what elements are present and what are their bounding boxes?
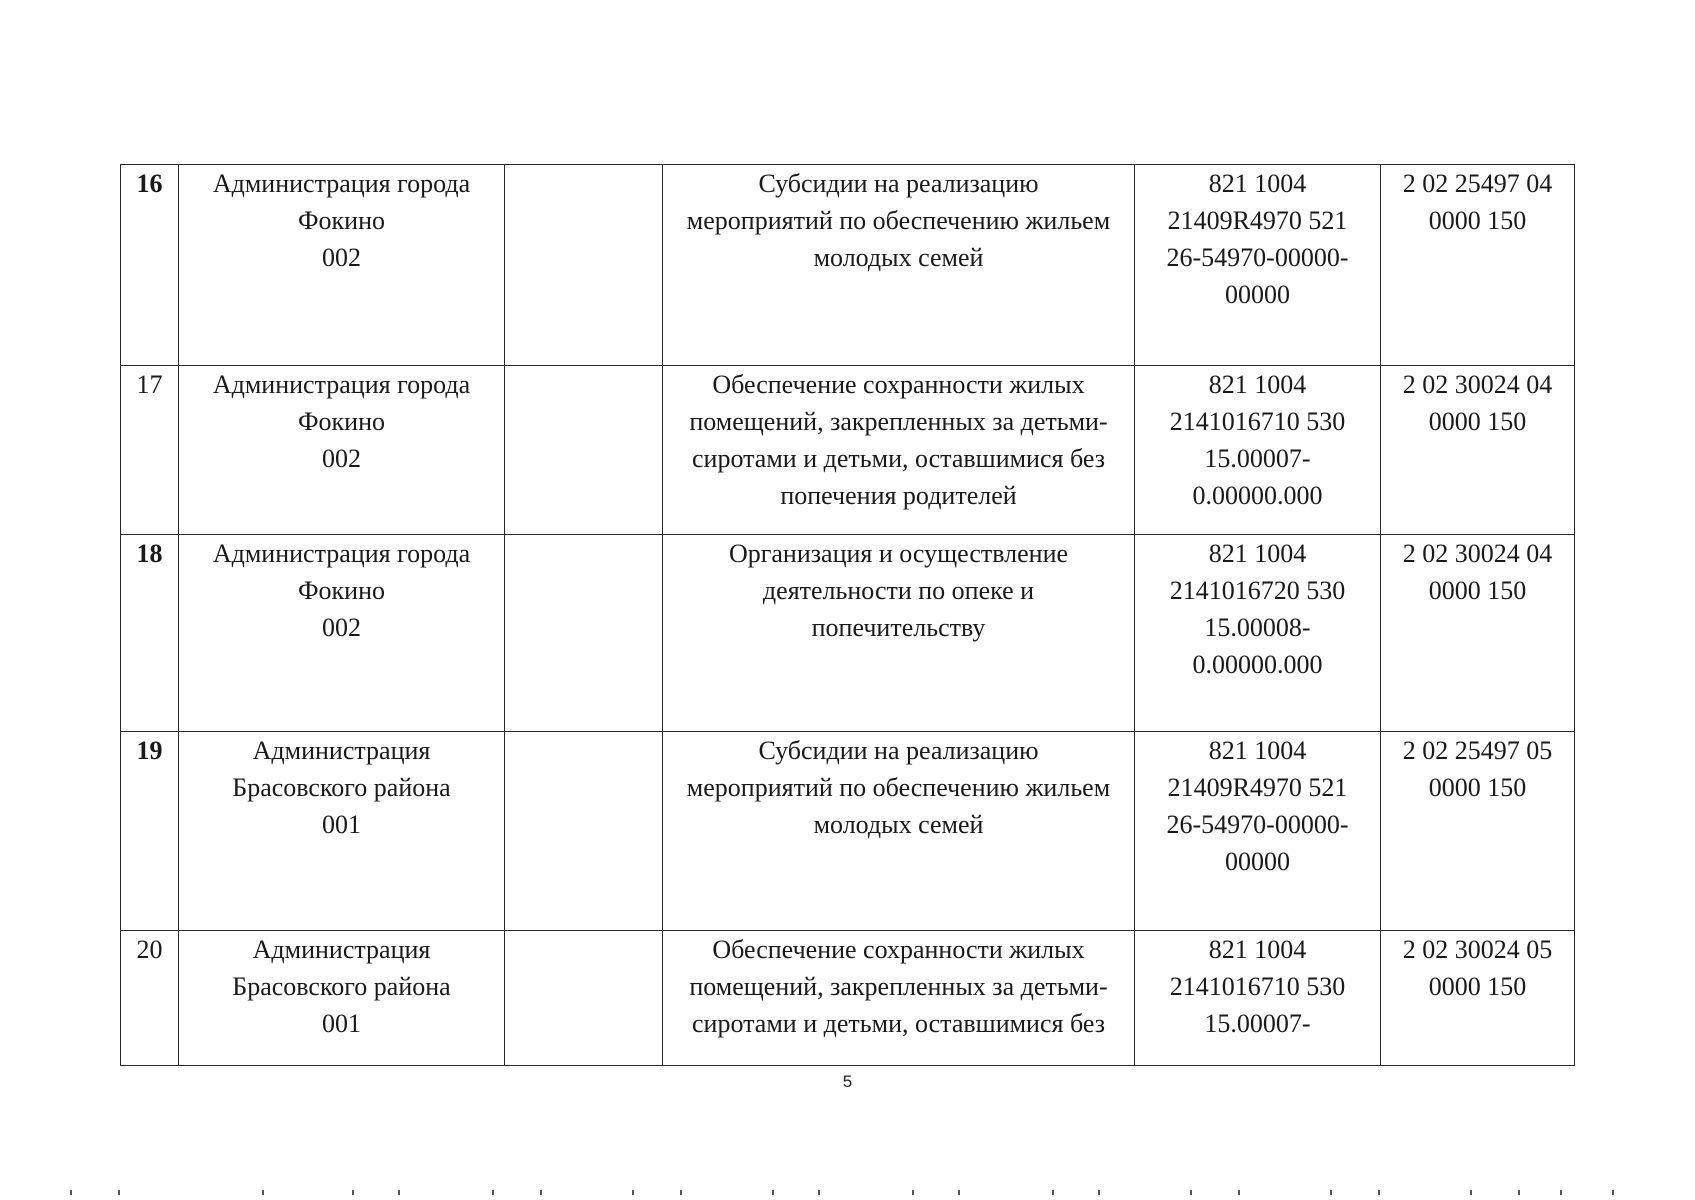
description-cell (663, 366, 1135, 535)
description-cell-line: сиротами и детьми, оставшимися без (692, 1009, 1105, 1038)
row-number: 16 (121, 165, 179, 366)
organization-cell-line: Администрация города (212, 370, 471, 399)
description-cell-line: молодых семей (813, 243, 984, 272)
budget-code-cell-line: 15.00007- (1204, 1009, 1311, 1038)
organization-cell (179, 366, 505, 535)
description-cell-line: Субсидии на реализацию (758, 169, 1039, 198)
description-cell-line: помещений, закрепленных за детьми- (689, 972, 1108, 1001)
row-number: 19 (121, 732, 179, 931)
budget-code-cell-line: 2141016710 530 (1169, 972, 1346, 1001)
organization-cell-line: Администрация города (212, 539, 471, 568)
organization-cell-line: Фокино (297, 576, 385, 605)
organization-cell-line: 001 (322, 810, 361, 839)
subsidy-table (120, 164, 1575, 1066)
empty-cell (505, 165, 663, 366)
row-number: 20 (121, 931, 179, 1066)
revenue-code-cell-line: 0000 150 (1428, 773, 1527, 802)
table-body (121, 165, 1575, 1066)
revenue-code-cell (1381, 732, 1575, 931)
organization-cell-line: 002 (322, 243, 361, 272)
budget-code-cell-line: 00000 (1225, 280, 1290, 309)
organization-cell (179, 931, 505, 1066)
organization-cell-line: Администрация города (212, 169, 471, 198)
budget-code-cell-line: 26-54970-00000- (1166, 810, 1349, 839)
description-cell-line: Обеспечение сохранности жилых (712, 370, 1085, 399)
revenue-code-cell-line: 2 02 30024 04 (1402, 539, 1553, 568)
budget-code-cell-line: 821 1004 (1208, 935, 1307, 964)
table-row (121, 165, 1575, 366)
budget-code-cell-line: 0.00000.000 (1192, 481, 1323, 510)
organization-cell-line: Брасовского района (232, 972, 451, 1001)
organization-cell-line: Фокино (297, 206, 385, 235)
row-number: 17 (121, 366, 179, 535)
description-cell (663, 165, 1135, 366)
budget-code-cell-line: 821 1004 (1208, 169, 1307, 198)
revenue-code-cell-line: 0000 150 (1428, 576, 1527, 605)
budget-code-cell-line: 0.00000.000 (1192, 650, 1323, 679)
empty-cell (505, 732, 663, 931)
revenue-code-cell-line: 2 02 30024 05 (1402, 935, 1553, 964)
budget-code-cell (1135, 535, 1381, 732)
description-cell-line: Обеспечение сохранности жилых (712, 935, 1085, 964)
description-cell-line: сиротами и детьми, оставшимися без (692, 444, 1105, 473)
empty-cell (505, 535, 663, 732)
description-cell-line: попечительству (811, 613, 986, 642)
budget-code-cell-line: 2141016710 530 (1169, 407, 1346, 436)
revenue-code-cell-line: 2 02 30024 04 (1402, 370, 1553, 399)
row-number: 18 (121, 535, 179, 732)
empty-cell (505, 931, 663, 1066)
description-cell-line: помещений, закрепленных за детьми- (689, 407, 1108, 436)
empty-cell (505, 366, 663, 535)
description-cell-line: Организация и осуществление (728, 539, 1069, 568)
revenue-code-cell (1381, 165, 1575, 366)
description-cell-line: молодых семей (813, 810, 984, 839)
revenue-code-cell-line: 0000 150 (1428, 972, 1527, 1001)
budget-code-cell (1135, 931, 1381, 1066)
organization-cell-line: 001 (322, 1009, 361, 1038)
description-cell (663, 535, 1135, 732)
organization-cell-line: 002 (322, 444, 361, 473)
budget-code-cell-line: 15.00007- (1204, 444, 1311, 473)
budget-code-cell-line: 15.00008- (1204, 613, 1311, 642)
organization-cell-line: Администрация (252, 935, 431, 964)
scan-artifacts (0, 1190, 1695, 1196)
table-row (121, 931, 1575, 1066)
revenue-code-cell-line: 2 02 25497 04 (1402, 169, 1553, 198)
table-row (121, 732, 1575, 931)
revenue-code-cell (1381, 366, 1575, 535)
organization-cell (179, 535, 505, 732)
organization-cell-line: Администрация (252, 736, 431, 765)
budget-code-cell-line: 2141016720 530 (1169, 576, 1346, 605)
revenue-code-cell (1381, 535, 1575, 732)
budget-code-cell (1135, 366, 1381, 535)
budget-code-cell-line: 821 1004 (1208, 736, 1307, 765)
organization-cell-line: Брасовского района (232, 773, 451, 802)
organization-cell (179, 732, 505, 931)
table-row (121, 366, 1575, 535)
revenue-code-cell-line: 0000 150 (1428, 206, 1527, 235)
budget-code-cell-line: 00000 (1225, 847, 1290, 876)
page-number: 5 (842, 1072, 853, 1091)
budget-code-cell-line: 26-54970-00000- (1166, 243, 1349, 272)
description-cell-line: попечения родителей (780, 481, 1017, 510)
description-cell-line: мероприятий по обеспечению жильем (686, 773, 1111, 802)
description-cell-line: Субсидии на реализацию (758, 736, 1039, 765)
description-cell-line: деятельности по опеке и (762, 576, 1035, 605)
revenue-code-cell-line: 0000 150 (1428, 407, 1527, 436)
revenue-code-cell (1381, 931, 1575, 1066)
organization-cell-line: Фокино (297, 407, 385, 436)
budget-code-cell-line: 21409R4970 521 (1167, 773, 1348, 802)
organization-cell-line: 002 (322, 613, 361, 642)
table-row (121, 535, 1575, 732)
revenue-code-cell-line: 2 02 25497 05 (1402, 736, 1553, 765)
description-cell (663, 931, 1135, 1066)
description-cell (663, 732, 1135, 931)
budget-code-cell-line: 821 1004 (1208, 370, 1307, 399)
description-cell-line: мероприятий по обеспечению жильем (686, 206, 1111, 235)
budget-code-cell-line: 821 1004 (1208, 539, 1307, 568)
budget-code-cell (1135, 732, 1381, 931)
budget-code-cell-line: 21409R4970 521 (1167, 206, 1348, 235)
budget-code-cell (1135, 165, 1381, 366)
organization-cell (179, 165, 505, 366)
